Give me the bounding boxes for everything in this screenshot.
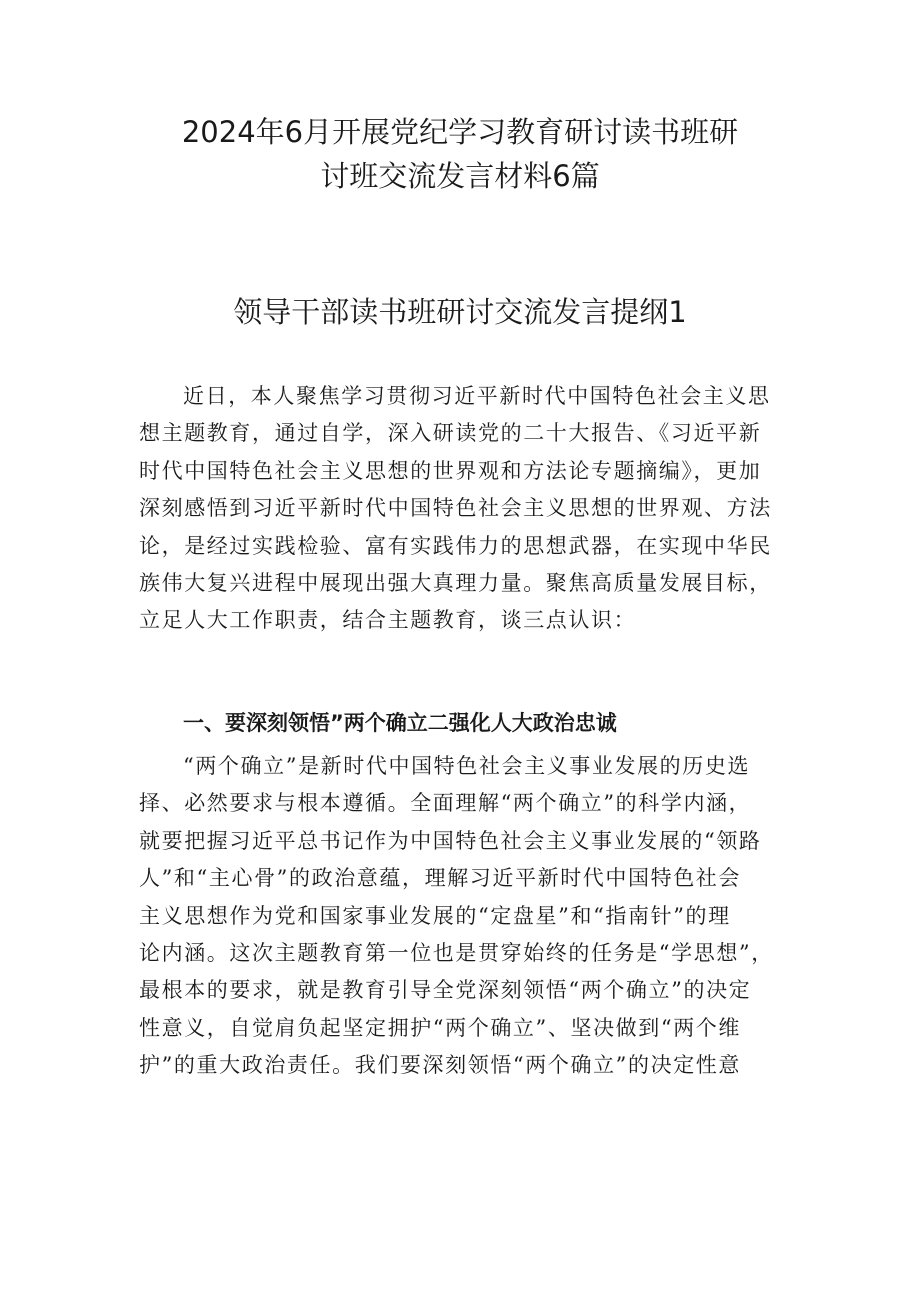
document-title-line-2: 讨班交流发言材料6篇	[320, 159, 600, 193]
paragraph-line: 族伟大复兴进程中展现出强大真理力量。聚焦高质量发展目标，	[139, 571, 772, 596]
paragraph-line: 时代中国特色社会主义思想的世界观和方法论专题摘编》，更加	[139, 458, 762, 483]
document-title-line-1: 2024年6月开展党纪学习教育研讨读书班研	[181, 115, 739, 149]
paragraph-line: 立足人大工作职责，结合主题教育，谈三点认识：	[139, 608, 637, 633]
paragraph-line: 深刻感悟到习近平新时代中国特色社会主义思想的世界观、方法	[139, 496, 772, 521]
paragraph-line: 论，是经过实践检验、富有实践伟力的思想武器，在实现中华民	[139, 533, 772, 558]
document-title	[120, 110, 800, 198]
paragraph-line: “两个确立”是新时代中国特色社会主义事业发展的历史选	[183, 754, 751, 778]
paragraph-line: 性意义，自觉肩负起坚定拥护“两个确立”、坚决做到“两个维	[139, 1015, 742, 1040]
paragraph-line: 择、必然要求与根本遵循。全面理解“两个确立”的科学内涵，	[139, 791, 752, 816]
paragraph-line: 就要把握习近平总书记作为中国特色社会主义事业发展的“领路	[139, 828, 762, 853]
subheading-1: 一、要深刻领悟”两个确立二强化人大政治忠诚	[183, 711, 617, 735]
paragraph-two-establishments	[139, 748, 799, 1085]
section-title: 领导干部读书班研讨交流发言提纲1	[233, 295, 687, 329]
paragraph-line: 人”和“主心骨”的政治意蕴，理解习近平新时代中国特色社会	[139, 866, 742, 891]
paragraph-intro	[139, 378, 799, 640]
paragraph-line: 论内涵。这次主题教育第一位也是贯穿始终的任务是“学思想”，	[139, 941, 774, 966]
paragraph-line: 近日，本人聚焦学习贯彻习近平新时代中国特色社会主义思	[183, 384, 771, 408]
paragraph-line: 想主题教育，通过自学，深入研读党的二十大报告、《习近平新	[139, 421, 762, 446]
paragraph-line: 主义思想作为党和国家事业发展的“定盘星”和“指南针”的理	[139, 903, 731, 928]
paragraph-line: 护”的重大政治责任。我们要深刻领悟“两个确立”的决定性意	[139, 1053, 742, 1078]
paragraph-line: 最根本的要求，就是教育引导全党深刻领悟“两个确立”的决定	[139, 978, 752, 1003]
